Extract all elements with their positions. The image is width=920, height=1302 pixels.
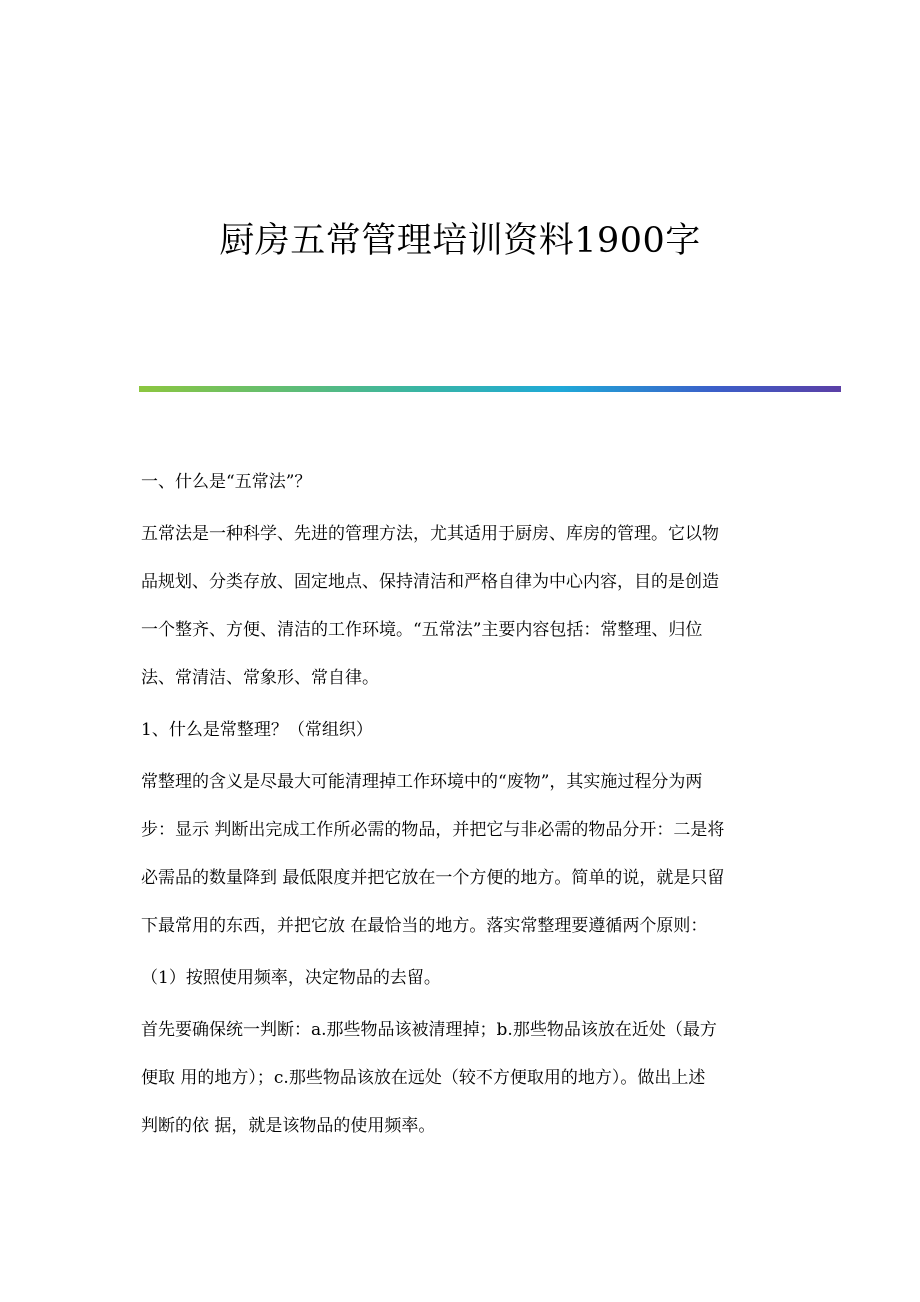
paragraph-sort	[141, 770, 789, 939]
text-line: 首先要确保统一判断：a.那些物品该被清理掉；b.那些物品该放在近处（最方	[141, 1020, 717, 1040]
section-heading-2	[141, 718, 789, 743]
text-line: 1、什么是常整理？（常组织）	[141, 720, 373, 740]
text-line: 下最常用的东西，并把它放 在最恰当的地方。落实常整理要遵循两个原则：	[141, 916, 708, 936]
text-line: 判断的依 据，就是该物品的使用频率。	[141, 1116, 436, 1136]
title-divider-gradient	[139, 386, 841, 392]
paragraph-frequency	[141, 1018, 789, 1139]
text-line: 品规划、分类存放、固定地点、保持清洁和严格自律为中心内容，目的是创造	[141, 572, 719, 592]
text-line: 一、什么是“五常法”？	[141, 472, 312, 492]
section-heading-1	[141, 470, 789, 495]
text-line: 常整理的含义是尽最大可能清理掉工作环境中的“废物”，其实施过程分为两	[141, 772, 703, 792]
text-line: 法、常清洁、常象形、常自律。	[141, 668, 379, 688]
document-title: 厨房五常管理培训资料1900字	[219, 221, 701, 261]
text-line: （1）按照使用频率，决定物品的去留。	[141, 968, 441, 988]
document-body	[141, 470, 789, 1139]
text-line: 步：显示 判断出完成工作所必需的物品，并把它与非必需的物品分开：二是将	[141, 820, 725, 840]
text-line: 五常法是一种科学、先进的管理方法，尤其适用于厨房、库房的管理。它以物	[141, 524, 719, 544]
text-line: 便取 用的地方）；c.那些物品该放在远处（较不方便取用的地方）。做出上述	[141, 1068, 706, 1088]
text-line: 一个整齐、方便、清洁的工作环境。“五常法”主要内容包括：常整理、归位	[141, 620, 703, 640]
section-subheading-1	[141, 966, 789, 991]
text-line: 必需品的数量降到 最低限度并把它放在一个方便的地方。简单的说，就是只留	[141, 868, 725, 888]
paragraph-intro	[141, 522, 789, 691]
